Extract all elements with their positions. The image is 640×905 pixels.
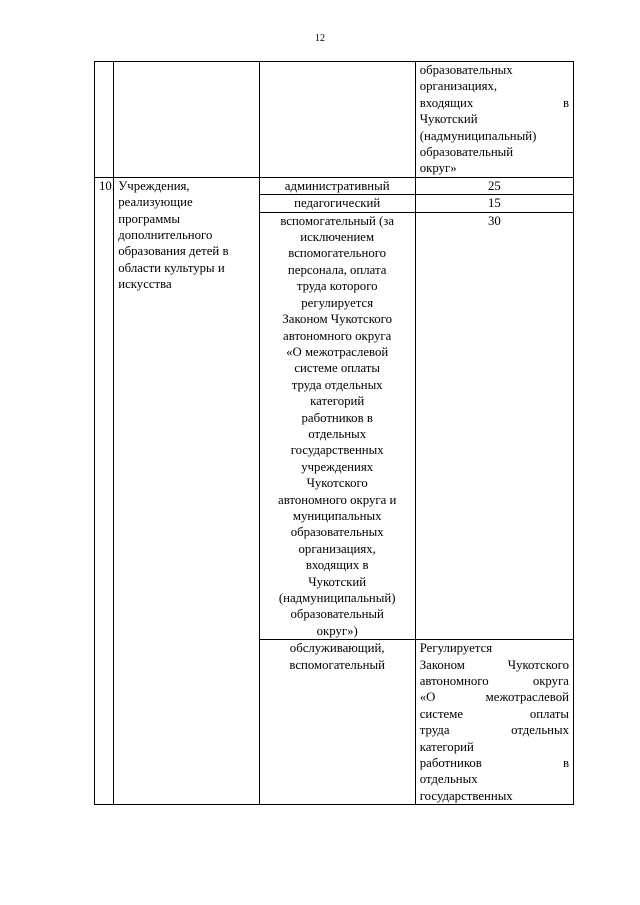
staff-norms-table xyxy=(94,61,574,805)
text-line: области культуры и xyxy=(118,260,225,275)
text-line: дополнительного xyxy=(118,228,213,243)
text-line: образовательных xyxy=(419,63,513,77)
text-line: реализующие xyxy=(118,195,193,210)
cell-value-auxiliary: 30 xyxy=(415,212,573,640)
page-number: 12 xyxy=(315,33,325,44)
text-line: Учреждения, xyxy=(118,178,190,193)
table-row-continued xyxy=(95,62,574,178)
text-line: программы xyxy=(118,211,181,226)
text-line: образовательный xyxy=(419,145,514,160)
text-line: Чукотский xyxy=(419,112,478,127)
text-line: округ» xyxy=(419,161,457,176)
text-line: искусства xyxy=(118,277,172,292)
cell-row-number: 10. xyxy=(95,177,114,804)
text-line: системе оплаты xyxy=(419,706,569,721)
text-line: работников в xyxy=(419,756,569,771)
cell-number-empty xyxy=(95,62,114,178)
cell-value-pedagogical: 15 xyxy=(415,195,573,212)
text-line: автономного округа xyxy=(419,674,569,689)
text-line: входящих в xyxy=(419,95,569,110)
text-line: «О межотраслевой xyxy=(419,690,569,705)
text-line: категорий xyxy=(419,739,474,754)
cell-category-service: обслуживающий, вспомогательный xyxy=(259,640,415,805)
text-line: Регулируется xyxy=(419,641,493,656)
text-line: Законом Чукотского xyxy=(419,657,569,672)
cell-category-auxiliary: вспомогательный (за исключением вспомогательного персонала, оплата труда которого регулируется Законом Чукотского автономного округа «О межотраслевой системе оплаты труда отдельных категорий работников в отдельных государственных учреждениях Чукотского автономного округа и муниципальных образовательных организациях, входящих в Чукотский (надмуниципальный) образовательный округ») xyxy=(259,212,415,640)
cell-category-empty xyxy=(259,62,415,178)
cell-value-service xyxy=(415,640,573,805)
cell-norm-continued xyxy=(415,62,573,178)
cell-institution-empty xyxy=(114,62,259,178)
cell-category-pedagogical: педагогический xyxy=(259,195,415,212)
text-line: организациях, xyxy=(419,79,498,94)
cell-institution-type xyxy=(114,177,259,804)
text-line: образования детей в xyxy=(118,244,229,259)
text-line: государственных xyxy=(419,788,513,803)
table-row xyxy=(95,177,574,194)
text-line: труда отдельных xyxy=(419,723,569,738)
text-line: (надмуниципальный) xyxy=(419,128,537,143)
cell-value-administrative: 25 xyxy=(415,177,573,194)
text-line: отдельных xyxy=(419,772,478,787)
cell-category-administrative: административный xyxy=(259,177,415,194)
